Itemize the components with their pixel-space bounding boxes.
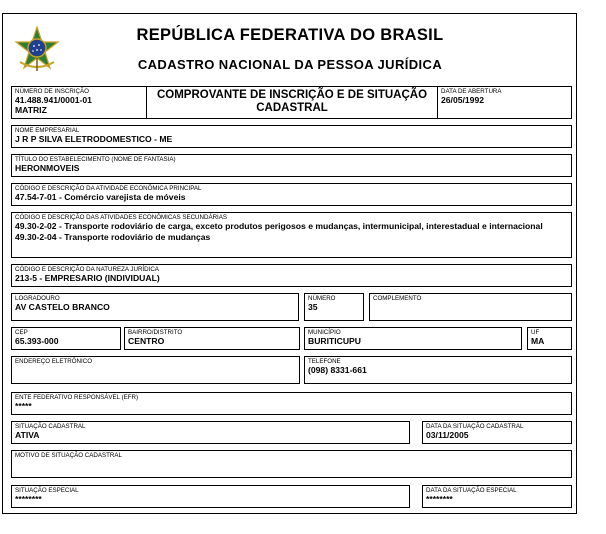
situacao-especial-value: ********: [15, 494, 42, 504]
data-situacao-especial-value: ********: [426, 494, 453, 504]
data-situacao-box: [422, 421, 572, 444]
comprovante-line2: CADASTRAL: [256, 102, 328, 114]
inscricao-label: NÚMERO DE INSCRIÇÃO: [15, 88, 89, 95]
brazil-coat-of-arms-icon: [14, 26, 60, 72]
data-situacao-especial-label: DATA DA SITUAÇÃO ESPECIAL: [426, 487, 517, 494]
telefone-box: [304, 356, 572, 384]
natureza-juridica-label: CÓDIGO E DESCRIÇÃO DA NATUREZA JURÍDICA: [15, 266, 159, 273]
data-situacao-label: DATA DA SITUAÇÃO CADASTRAL: [426, 423, 524, 430]
nome-empresarial-box: [11, 125, 572, 148]
natureza-juridica-value: 213-5 - EMPRESARIO (INDIVIDUAL): [15, 273, 160, 283]
uf-box: [527, 327, 572, 350]
efr-value: *****: [15, 401, 32, 411]
cep-box: [11, 327, 121, 350]
efr-box: [11, 392, 572, 415]
data-situacao-especial-box: [422, 485, 572, 508]
republic-title: REPÚBLICA FEDERATIVA DO BRASIL: [136, 26, 444, 44]
email-label: ENDEREÇO ELETRÔNICO: [15, 358, 93, 365]
abertura-value: 26/05/1992: [441, 95, 485, 105]
atividade-secundaria-item: 49.30-2-02 - Transporte rodoviário de carga, exceto produtos perigosos e mudanças, intermunicipal, interestadual e internacional: [15, 221, 543, 231]
atividade-principal-box: [11, 183, 572, 206]
bairro-box: [124, 327, 300, 350]
matriz-value: MATRIZ: [15, 105, 47, 115]
motivo-situacao-box: [11, 450, 572, 478]
complemento-box: [369, 293, 572, 321]
logradouro-value: AV CASTELO BRANCO: [15, 302, 110, 312]
situacao-cadastral-label: SITUAÇÃO CADASTRAL: [15, 423, 86, 430]
cep-label: CEP: [15, 329, 28, 336]
situacao-especial-box: [11, 485, 410, 508]
atividade-principal-value: 47.54-7-01 - Comércio varejista de móveis: [15, 192, 186, 202]
abertura-label: DATA DE ABERTURA: [441, 88, 502, 95]
nome-empresarial-value: J R P SILVA ELETRODOMESTICO - ME: [15, 134, 173, 144]
complemento-label: COMPLEMENTO: [373, 295, 422, 302]
comprovante-box: [146, 86, 438, 119]
data-situacao-value: 03/11/2005: [426, 430, 469, 440]
situacao-especial-label: SITUAÇÃO ESPECIAL: [15, 487, 79, 494]
telefone-value: (098) 8331-661: [308, 365, 367, 375]
email-box: [11, 356, 300, 384]
comprovante-title: [150, 88, 434, 115]
uf-label: UF: [531, 329, 540, 336]
numero-value: 35: [308, 302, 318, 312]
uf-value: MA: [531, 336, 545, 346]
fantasia-value: HERONMOVEIS: [15, 163, 80, 173]
atividade-secundaria-item: 49.30-2-04 - Transporte rodoviário de mudanças: [15, 231, 211, 242]
registry-subtitle: CADASTRO NACIONAL DA PESSOA JURÍDICA: [137, 57, 443, 72]
municipio-box: [304, 327, 522, 350]
numero-label: NÚMERO: [308, 295, 336, 302]
atividade-principal-label: CÓDIGO E DESCRIÇÃO DA ATIVIDADE ECONÔMICA PRINCIPAL: [15, 185, 202, 192]
situacao-cadastral-value: ATIVA: [15, 430, 40, 440]
telefone-label: TELEFONE: [308, 358, 341, 365]
nome-empresarial-label: NOME EMPRESARIAL: [15, 127, 80, 134]
comprovante-line1: COMPROVANTE DE INSCRIÇÃO E DE SITUAÇÃO: [156, 89, 428, 101]
efr-label: ENTE FEDERATIVO RESPONSÁVEL (EFR): [15, 394, 139, 401]
motivo-situacao-label: MOTIVO DE SITUAÇÃO CADASTRAL: [15, 452, 122, 459]
numero-box: [304, 293, 364, 321]
natureza-juridica-box: [11, 264, 572, 287]
atividades-secundarias-box: [11, 212, 572, 258]
bairro-label: BAIRRO/DISTRITO: [128, 329, 183, 336]
logradouro-box: [11, 293, 299, 321]
bairro-value: CENTRO: [128, 336, 165, 346]
municipio-label: MUNICÍPIO: [308, 329, 341, 336]
cep-value: 65.393-000: [15, 336, 59, 346]
atividades-secundarias-label: CÓDIGO E DESCRIÇÃO DAS ATIVIDADES ECONÔMICAS SECUNDÁRIAS: [15, 214, 228, 221]
municipio-value: BURITICUPU: [308, 336, 361, 346]
situacao-cadastral-box: [11, 421, 410, 444]
abertura-box: [437, 86, 572, 119]
inscricao-box: [11, 86, 147, 119]
logradouro-label: LOGRADOURO: [15, 295, 60, 302]
cnpj-value: 41.488.941/0001-01: [15, 95, 92, 105]
fantasia-label: TÍTULO DO ESTABELECIMENTO (NOME DE FANTASIA): [15, 156, 176, 163]
fantasia-box: [11, 154, 572, 177]
